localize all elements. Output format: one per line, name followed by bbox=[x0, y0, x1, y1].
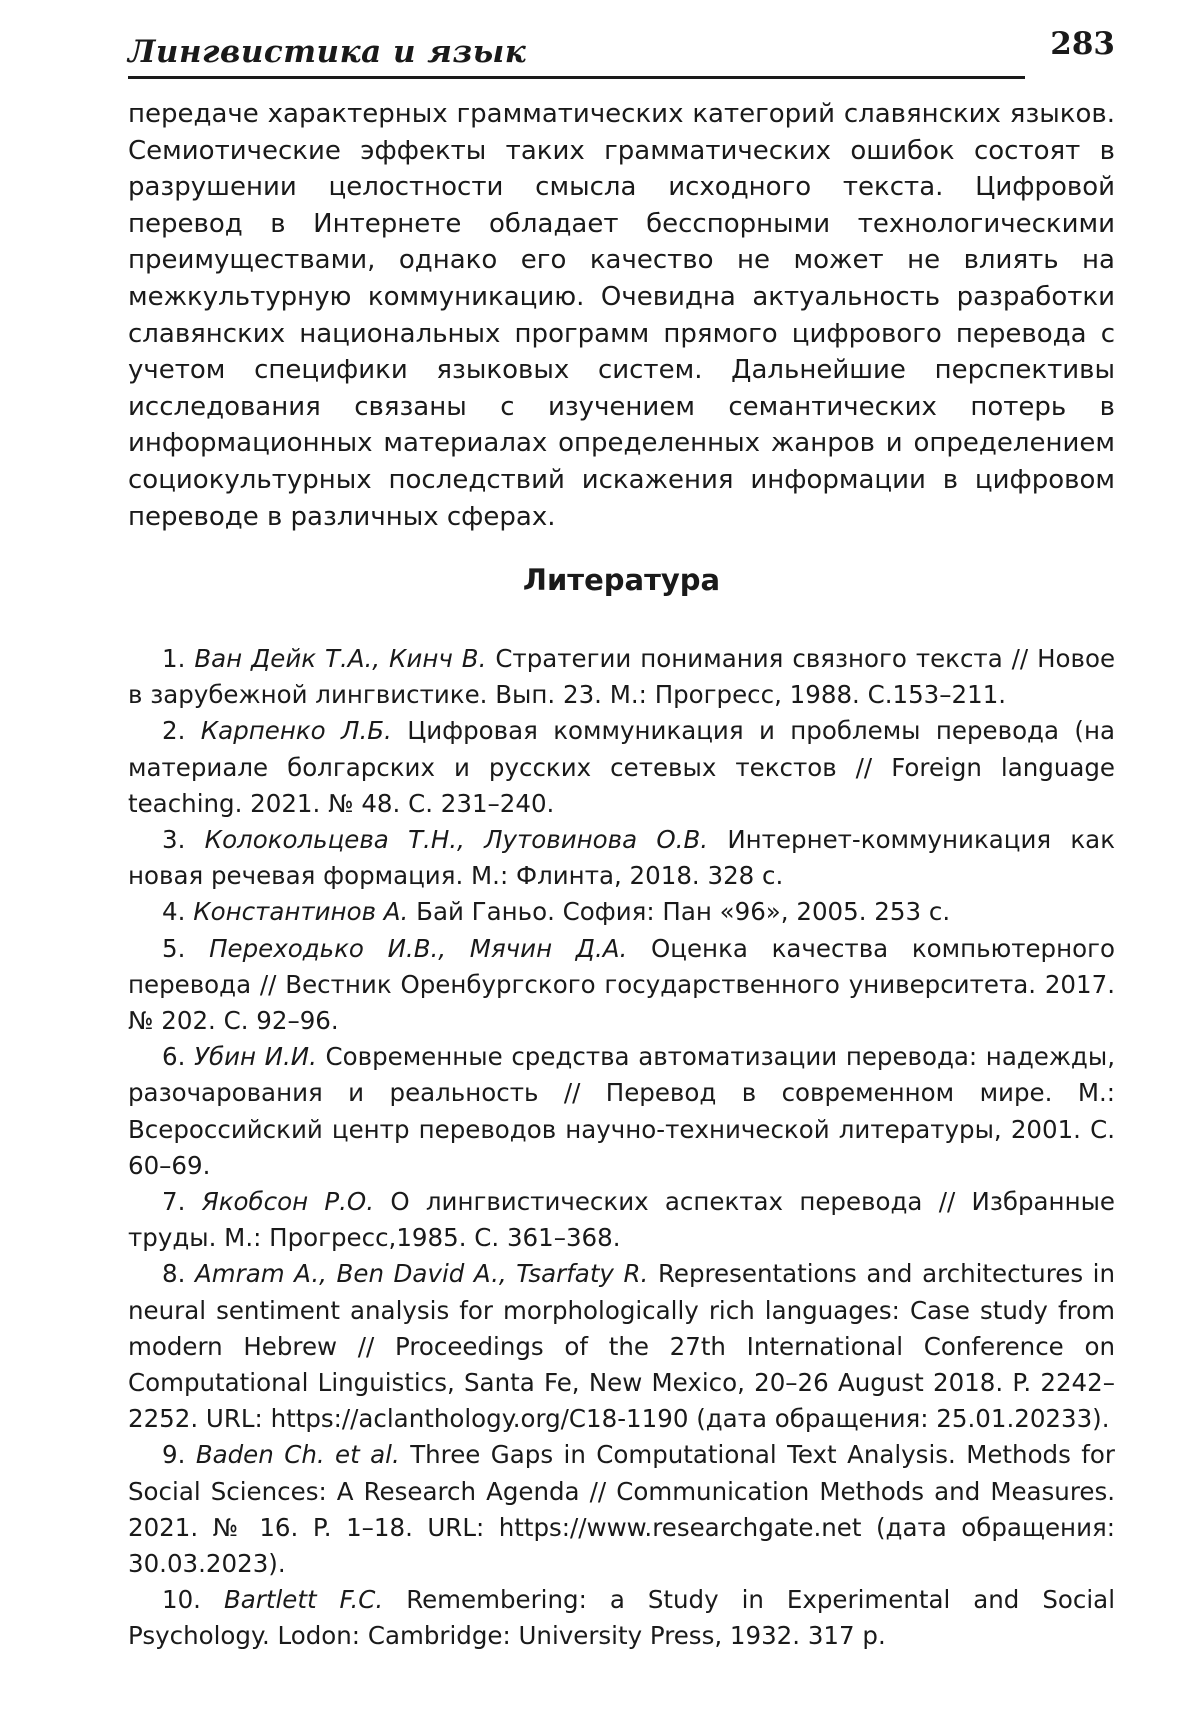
section-title: Лингвистика и язык bbox=[128, 34, 527, 70]
reference-item bbox=[128, 1256, 1115, 1437]
reference-text: Цифровая коммуникация и проблемы перевода (на материале болгарских и русских сетевых текстов // Foreign language teaching. 2021. № 48. С. 231–240. bbox=[128, 716, 1115, 818]
reference-text: Стратегии понимания связного текста // Новое в зарубежной лингвистике. Вып. 23. М.: Прогресс, 1988. С.153–211. bbox=[128, 644, 1116, 710]
header-rule bbox=[128, 76, 1025, 79]
reference-number: 10. bbox=[162, 1585, 201, 1615]
reference-item bbox=[128, 894, 1115, 930]
reference-number: 6. bbox=[162, 1042, 186, 1072]
reference-authors: Bartlett F.C. bbox=[223, 1585, 384, 1615]
reference-authors: Переходько И.В., Мячин Д.А. bbox=[209, 933, 628, 963]
reference-authors: Baden Ch. et al. bbox=[195, 1440, 400, 1470]
reference-number: 9. bbox=[162, 1440, 186, 1470]
reference-authors: Колокольцева Т.Н., Лутовинова О.В. bbox=[204, 825, 709, 855]
reference-text: Бай Ганьо. София: Пан «96», 2005. 253 с. bbox=[416, 897, 951, 927]
reference-text: Современные средства автоматизации перевода: надежды, разочарования и реальность // Перевод в современном мире. М.: Всероссийский центр переводов научно-технической литературы, 2001. С. 60–69. bbox=[128, 1042, 1115, 1180]
reference-item bbox=[128, 1039, 1115, 1184]
reference-number: 8. bbox=[162, 1259, 186, 1289]
reference-text: О лингвистических аспектах перевода // Избранные труды. М.: Прогресс,1985. С. 361–368. bbox=[128, 1187, 1116, 1253]
reference-authors: Константинов А. bbox=[193, 897, 409, 927]
reference-authors: Якобсон Р.О. bbox=[201, 1187, 375, 1217]
reference-number: 1. bbox=[162, 644, 186, 673]
reference-authors: Ван Дейк Т.А., Кинч В. bbox=[194, 644, 487, 673]
body-paragraph: передаче характерных грамматических категорий славянских языков. Семиотические эффекты таких грамматических ошибок состоят в разрушении целостности смысла исходного текста. Цифровой перевод в Интернете обладает бесспорными технологическими преимуществами, однако его качество не может не влиять на межкультурную коммуникацию. Очевидна актуальность разработки славянских национальных программ прямого цифрового перевода с учетом специфики языковых систем. Дальнейшие перспективы исследования связаны с изучением семантических потерь в информационных материалах определенных жанров и определением социокультурных последствий искажения информации в цифровом переводе в различных сферах. bbox=[128, 99, 1115, 532]
references-heading: Литература bbox=[522, 563, 721, 597]
reference-text: Оценка качества компьютерного перевода // Вестник Оренбургского государственного университета. 2017. № 202. С. 92–96. bbox=[128, 933, 1115, 1036]
reference-text: Three Gaps in Computational Text Analysis. Methods for Social Sciences: A Research Agenda // Communication Methods and Measures. 2021. № 16. P. 1–18. URL: https://www.researchgate.net (дата обращения: 30.03.2023). bbox=[128, 1440, 1115, 1579]
running-header bbox=[128, 26, 1115, 81]
reference-item bbox=[128, 931, 1115, 1040]
reference-text: Интернет-коммуникация как новая речевая формация. М.: Флинта, 2018. 328 с. bbox=[128, 825, 1115, 891]
reference-item bbox=[128, 641, 1115, 713]
reference-item bbox=[128, 822, 1115, 894]
reference-item bbox=[128, 1184, 1115, 1256]
page-number: 283 bbox=[1050, 26, 1115, 62]
reference-number: 3. bbox=[162, 825, 186, 855]
reference-list bbox=[128, 641, 1115, 1655]
reference-number: 7. bbox=[162, 1187, 186, 1217]
reference-number: 5. bbox=[162, 933, 186, 963]
reference-item bbox=[128, 713, 1115, 822]
reference-authors: Amram A., Ben David A., Tsarfaty R. bbox=[195, 1259, 649, 1289]
reference-item bbox=[128, 1437, 1115, 1582]
reference-item bbox=[128, 1582, 1115, 1654]
reference-text: Representations and architectures in neural sentiment analysis for morphologically rich languages: Case study from modern Hebrew // Proceedings of the 27th International Conference on Computational Linguistics, Santa Fe, New Mexico, 20–26 August 2018. P. 2242–2252. URL: https://aclanthology.org/C18-1190 (дата обращения: 25.01.20233). bbox=[128, 1259, 1116, 1434]
reference-authors: Убин И.И. bbox=[194, 1042, 317, 1072]
reference-number: 2. bbox=[162, 716, 186, 746]
reference-text: Remembering: a Study in Experimental and Social Psychology. Lodon: Cambridge: University Press, 1932. 317 p. bbox=[128, 1585, 1115, 1651]
reference-number: 4. bbox=[162, 897, 186, 927]
reference-authors: Карпенко Л.Б. bbox=[200, 716, 392, 746]
